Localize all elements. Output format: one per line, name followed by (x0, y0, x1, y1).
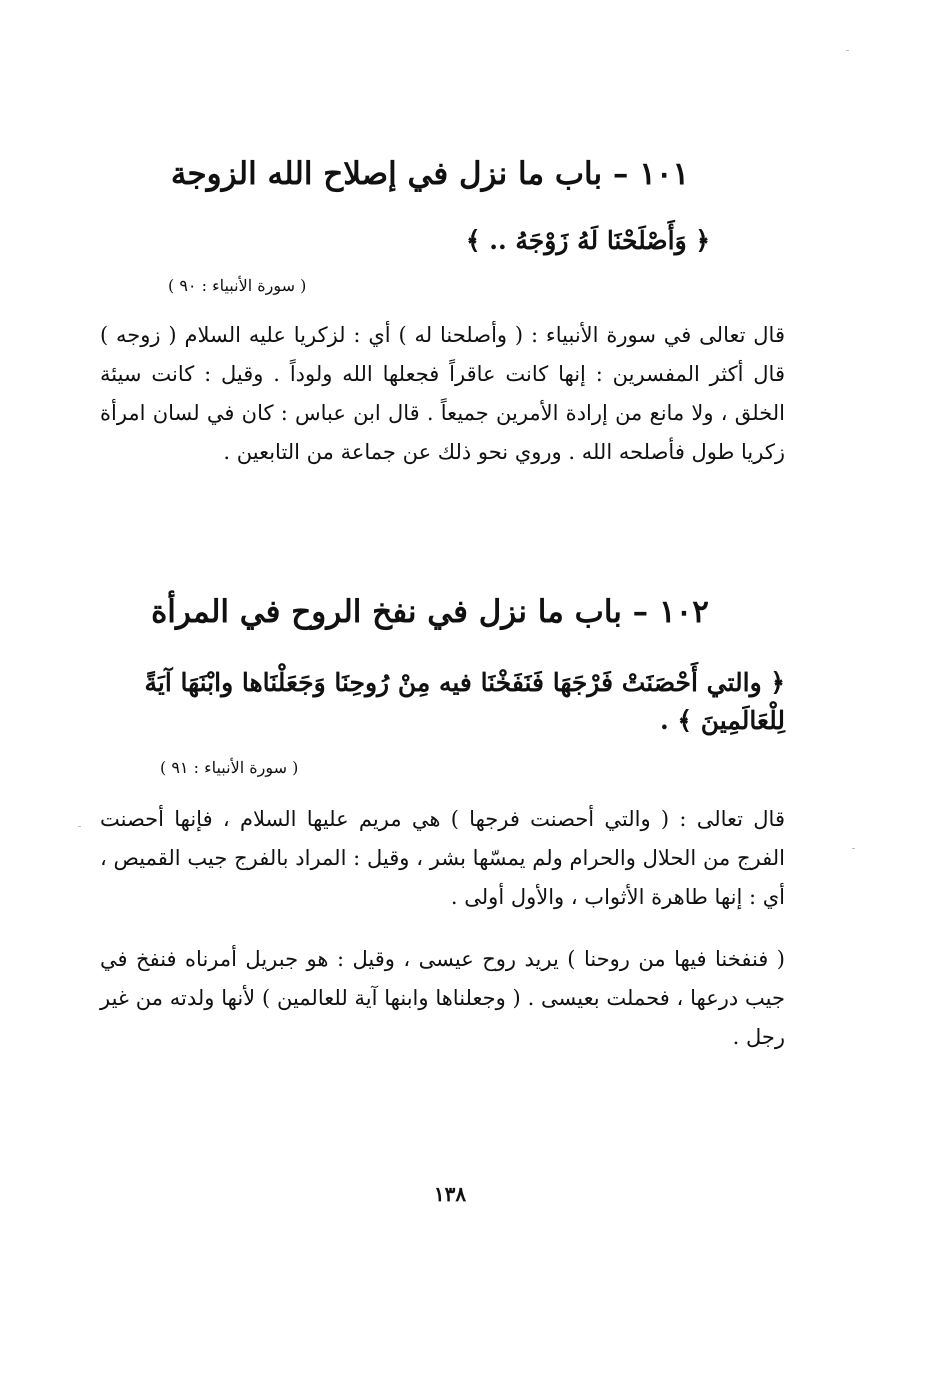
section-101-verse: ﴿ وَأَصْلَحْنَا لَهُ زَوْجَهُ .. ﴾ (465, 226, 710, 255)
section-102-verse: ﴿ والتي أَحْصَنَتْ فَرْجَهَا فَنَفَخْنَا فيه مِنْ رُوحِنَا وَجَعَلْنَاها وابْنَهَا آيَةً لِلْعَالَمِينَ ﴾ . (144, 668, 785, 735)
section-102-citation: ( سورة الأنبياء : ٩١ ) (160, 758, 299, 777)
section-102-heading: ١٠٢ – باب ما نزل في نفخ الروح في المرأة (151, 594, 709, 630)
margin-speck (846, 50, 849, 51)
section-101-paragraph: قال تعالى في سورة الأنبياء : ( وأصلحنا له ) أي : لزكريا عليه السلام ( زوجه ) قال أكثر المفسرين : إنها كانت عاقراً فجعلها الله ولوداً . وقيل : كانت سيئة الخلق ، ولا مانع من إرادة الأمرين جميعاً . قال ابن عباس : كان في لسان امرأة زكريا طول فأصلحه الله . وروي نحو ذلك عن جماعة من التابعين . (100, 323, 785, 464)
page-number: ١٣٨ (433, 1182, 467, 1206)
margin-speck (852, 848, 855, 849)
section-101-heading: ١٠١ – باب ما نزل في إصلاح الله الزوجة (170, 156, 690, 192)
section-102-paragraph-1: قال تعالى : ( والتي أحصنت فرجها ) هي مريم عليها السلام ، فإنها أحصنت الفرج من الحلال والحرام ولم يمسّها بشر ، وقيل : المراد بالفرج جيب القميص ، أي : إنها طاهرة الأثواب ، والأول أولى . (100, 807, 785, 909)
section-102-paragraph-2: ( فنفخنا فيها من روحنا ) يريد روح عيسى ، وقيل : هو جبريل أمرناه فنفخ في جيب درعها ، فحملت بعيسى . ( وجعلناها وابنها آية للعالمين ) لأنها ولدته من غير رجل . (100, 947, 785, 1049)
margin-speck (78, 826, 81, 827)
section-101-citation: ( سورة الأنبياء : ٩٠ ) (168, 276, 307, 295)
